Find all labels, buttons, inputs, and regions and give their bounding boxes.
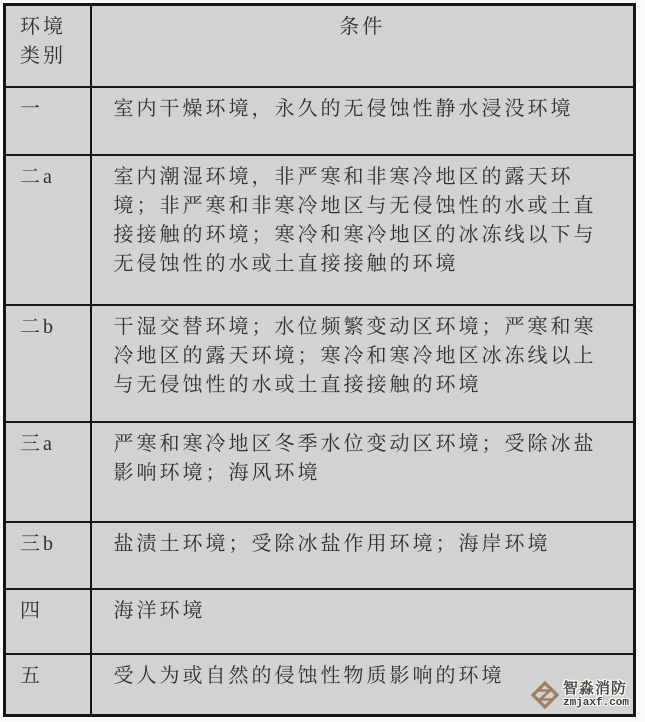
condition-cell: 室内干燥环境，永久的无侵蚀性静水浸没环境 — [91, 87, 635, 155]
environment-category-table — [3, 3, 636, 717]
watermark-brand: 智淼消防 — [562, 680, 627, 697]
table-row — [5, 589, 635, 654]
category-cell: 三b — [5, 522, 91, 589]
condition-cell: 盐渍土环境；受除冰盐作用环境；海岸环境 — [91, 522, 635, 589]
condition-cell: 海洋环境 — [91, 589, 635, 654]
watermark-domain: zmjaxf.com — [562, 697, 629, 709]
condition-cell: 干湿交替环境；水位频繁变动区环境；严寒和寒冷地区的露天环境；寒冷和寒冷地区冰冻线以上与无侵蚀性的水或土直接接触的环境 — [91, 305, 635, 422]
table-row — [5, 155, 635, 305]
condition-cell: 受人为或自然的侵蚀性物质影响的环境 — [91, 654, 635, 716]
category-cell: 五 — [5, 654, 91, 716]
condition-cell: 室内潮湿环境，非严寒和非寒冷地区的露天环境；非严寒和非寒冷地区与无侵蚀性的水或土直接接触的环境；寒冷和寒冷地区的冰冻线以下与无侵蚀性的水或土直接接触的环境 — [91, 155, 635, 305]
category-cell: 三a — [5, 422, 91, 522]
category-cell: 一 — [5, 87, 91, 155]
table-row — [5, 305, 635, 422]
category-cell: 二a — [5, 155, 91, 305]
table-header-row — [5, 5, 635, 87]
table-row — [5, 422, 635, 522]
table-row — [5, 522, 635, 589]
header-cell-condition: 条件 — [91, 5, 635, 87]
table-row — [5, 87, 635, 155]
category-cell: 四 — [5, 589, 91, 654]
category-cell: 二b — [5, 305, 91, 422]
header-cell-category: 环境类别 — [5, 5, 91, 87]
condition-cell: 严寒和寒冷地区冬季水位变动区环境；受除冰盐影响环境；海风环境 — [91, 422, 635, 522]
table-row — [5, 654, 635, 716]
